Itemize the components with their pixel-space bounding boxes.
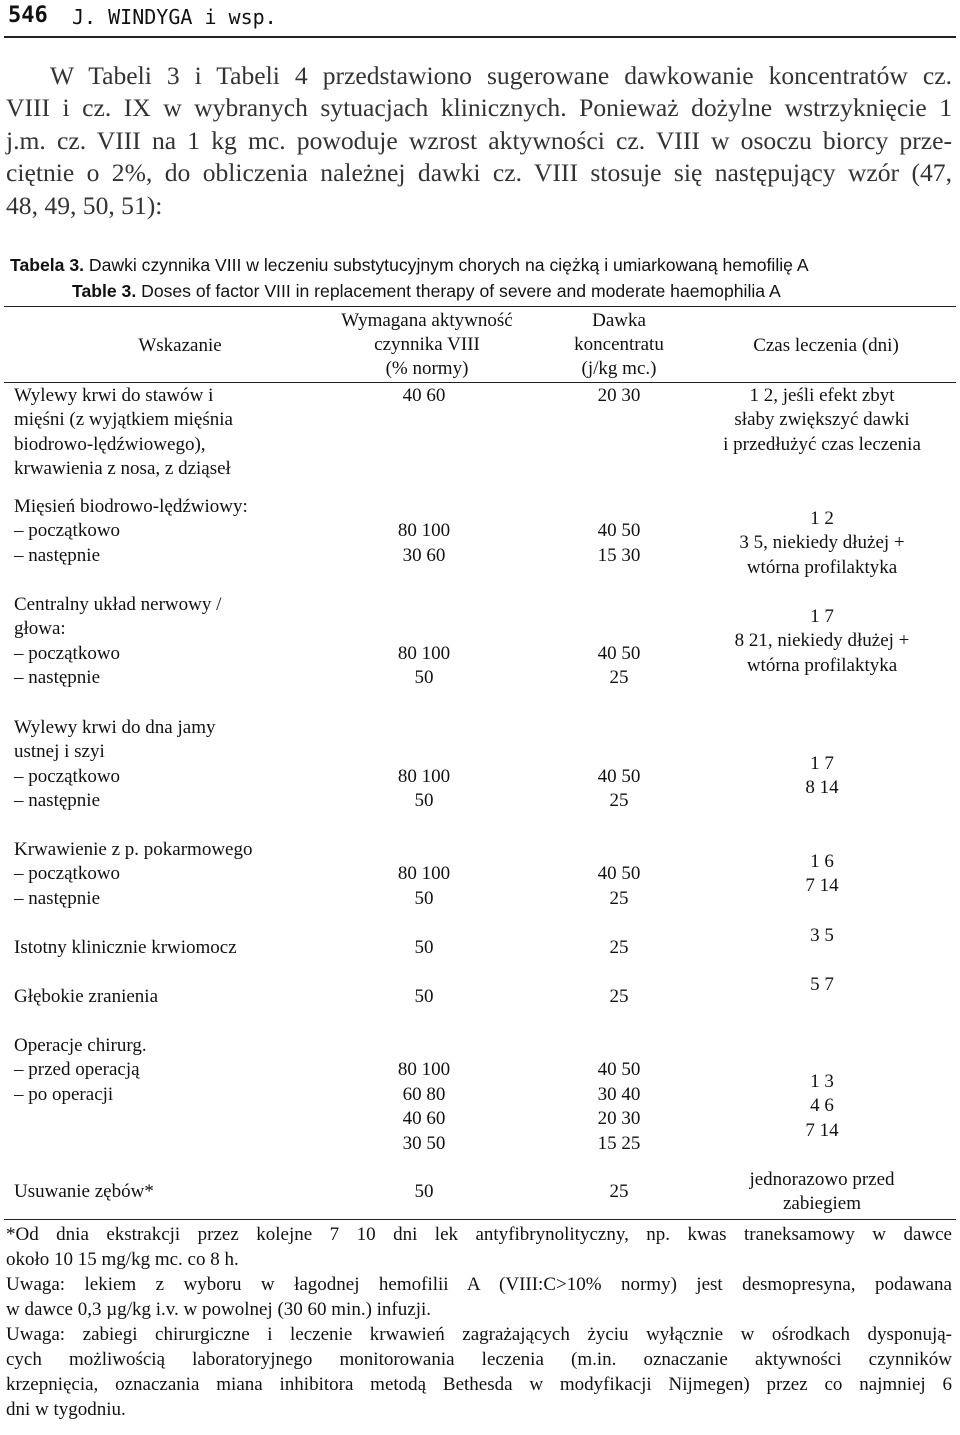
cell-line: 60 80	[402, 1083, 446, 1105]
cell-line: 8 14	[805, 777, 839, 799]
duration-cell	[692, 1168, 952, 1217]
header-text: czynnika VIII	[374, 334, 480, 355]
dose-cell	[529, 936, 709, 960]
cell-line: 3 5, niekiedy dłużej +	[739, 532, 905, 554]
cell-line: Głębokie zranienia	[14, 986, 159, 1007]
dose-cell	[529, 642, 709, 691]
cell-line: mięśni (z wyjątkiem mięśnia	[14, 409, 233, 431]
cell-line: 50	[414, 986, 434, 1007]
cell-line: 40 60	[402, 385, 446, 406]
duration-cell	[692, 1070, 952, 1143]
table-caption-pl	[10, 255, 809, 276]
dose-cell	[529, 862, 709, 911]
cell-line: Mięsień biodrowo-lędźwiowy:	[14, 496, 248, 517]
cell-line: 20 30	[597, 1108, 641, 1130]
indication-cell	[14, 985, 334, 1009]
cell-line: 7 14	[805, 875, 839, 897]
cell-line: 1 3	[810, 1071, 834, 1092]
cell-line: krwawienia z nosa, z dziąseł	[14, 458, 231, 480]
activity-cell	[334, 1058, 514, 1156]
indication-cell	[14, 1034, 334, 1107]
table-caption-en	[72, 281, 781, 302]
intro-line: W Tabeli 3 i Tabeli 4 przedstawiono sugerowane dawkowanie koncentratów cz.	[50, 61, 952, 90]
caption-text: Doses of factor VIII in replacement therapy of severe and moderate haemophilia A	[141, 281, 781, 301]
cell-line: – następnie	[14, 790, 101, 812]
cell-line: 40 60	[402, 1108, 446, 1130]
indication-cell	[14, 593, 334, 691]
cell-line: 5 7	[810, 974, 834, 995]
duration-cell	[692, 924, 952, 948]
header-text: Wskazanie	[138, 335, 222, 356]
cell-line: i przedłużyć czas leczenia	[723, 433, 921, 455]
note-surgery	[6, 1322, 952, 1422]
cell-line: 80 100	[397, 765, 451, 787]
intro-line: VIII i cz. IX w wybranych sytuacjach klinicznych. Ponieważ dożylne wstrzyknięcie 1	[6, 93, 952, 123]
caption-label: Table 3.	[72, 281, 137, 301]
cell-line: 80 100	[397, 1059, 451, 1081]
cell-line: ustnej i szyi	[14, 741, 105, 763]
activity-cell	[334, 1180, 514, 1204]
page-header	[4, 2, 956, 38]
cell-line: biodrowo-lędźwiowego),	[14, 433, 206, 455]
cell-line: 40 50	[597, 642, 641, 664]
cell-line: 3 5	[810, 925, 834, 946]
note-line: krzepnięcia, oznaczania miana inhibitora metodą Bethesda w modyfikacji Nijmegen) przez co najmniej 6	[6, 1374, 952, 1395]
cell-line: 1 7	[810, 606, 834, 627]
header-text: Dawka	[592, 310, 646, 331]
cell-line: 25	[609, 937, 629, 958]
cell-line: jednorazowo przed	[749, 1169, 895, 1190]
cell-line: 1 6	[810, 851, 834, 872]
cell-line: Operacje chirurg.	[14, 1035, 147, 1056]
indication-cell	[14, 1180, 334, 1204]
cell-line: 80 100	[397, 863, 451, 885]
indication-cell	[14, 495, 334, 568]
activity-cell	[334, 862, 514, 911]
cell-line: 25	[609, 790, 629, 812]
note-line: Uwaga: zabiegi chirurgiczne i leczenie krwawień zagrażających życiu wyłącznie w ośrodkach dysponują-	[6, 1324, 952, 1345]
cell-line: 80 100	[397, 520, 451, 542]
indication-cell	[14, 936, 334, 960]
cell-line: wtórna profilaktyka	[746, 654, 898, 676]
cell-line: 50	[414, 887, 434, 909]
cell-line: – po operacji	[14, 1083, 114, 1105]
duration-cell	[692, 605, 952, 678]
cell-line: 30 40	[597, 1083, 641, 1105]
cell-line: 50	[414, 937, 434, 958]
cell-line: Istotny klinicznie krwiomocz	[14, 937, 237, 958]
cell-line: 20 30	[597, 385, 641, 406]
header-text: Czas leczenia (dni)	[753, 335, 899, 356]
cell-line: 1 2	[810, 508, 834, 529]
cell-line: 1 7	[810, 753, 834, 774]
cell-line: słaby zwiększyć dawki	[734, 409, 910, 431]
duration-cell	[692, 752, 952, 801]
note-desmopressin	[6, 1272, 952, 1322]
cell-line: wtórna profilaktyka	[746, 556, 898, 578]
caption-text: Dawki czynnika VIII w leczeniu substytucyjnym chorych na ciężką i umiarkowaną hemofilię A	[88, 255, 809, 275]
cell-line: – początkowo	[14, 863, 121, 885]
cell-line: 40 50	[597, 765, 641, 787]
dose-cell	[529, 985, 709, 1009]
cell-line: Wylewy krwi do stawów i	[14, 385, 214, 406]
cell-line: 15 25	[597, 1132, 641, 1154]
cell-line: głowa:	[14, 618, 66, 640]
intro-paragraph	[6, 60, 952, 222]
cell-line: 15 30	[597, 544, 641, 566]
cell-line: 1 2, jeśli efekt zbyt	[749, 385, 895, 406]
cell-line: – początkowo	[14, 765, 121, 787]
cell-line: – przed operacją	[14, 1059, 140, 1081]
activity-cell	[334, 642, 514, 691]
cell-line: 40 50	[597, 1059, 641, 1081]
note-line: około 10 15 mg/kg mc. co 8 h.	[6, 1249, 239, 1270]
page-number: 546	[8, 3, 48, 28]
dosing-table	[4, 306, 956, 1220]
duration-cell	[692, 973, 952, 997]
cell-line: 30 50	[402, 1132, 446, 1154]
activity-cell	[334, 519, 514, 568]
cell-line: 25	[609, 986, 629, 1007]
dose-cell	[529, 519, 709, 568]
cell-line: 50	[414, 790, 434, 812]
cell-line: 8 21, niekiedy dłużej +	[734, 630, 910, 652]
indication-cell	[14, 384, 334, 482]
cell-line: Usuwanie zębów*	[14, 1181, 154, 1202]
header-duration	[716, 334, 936, 358]
cell-line: 40 50	[597, 520, 641, 542]
intro-line: j.m. cz. VIII na 1 kg mc. powoduje wzrost aktywności cz. VIII w osoczu biorcy prze-	[6, 125, 952, 155]
cell-line: 50	[414, 667, 434, 689]
cell-line: 80 100	[397, 642, 451, 664]
dose-cell	[529, 1180, 709, 1204]
header-text: Wymagana aktywność	[341, 310, 513, 331]
header-dose	[534, 309, 704, 381]
indication-cell	[14, 838, 334, 911]
note-line: Uwaga: lekiem z wyboru w łagodnej hemofilii A (VIII:C>10% normy) jest desmopresyna, podawana	[6, 1274, 952, 1295]
header-rule	[4, 382, 956, 383]
note-line: cych możliwością laboratoryjnego monitorowania leczenia (m.in. oznaczanie aktywności czynników	[6, 1349, 952, 1370]
intro-line: 48, 49, 50, 51):	[6, 190, 163, 220]
indication-cell	[14, 716, 334, 814]
duration-cell	[692, 850, 952, 899]
footnote	[6, 1222, 952, 1272]
cell-line: – następnie	[14, 887, 101, 909]
cell-line: – początkowo	[14, 642, 121, 664]
activity-cell	[334, 765, 514, 814]
note-line: *Od dnia ekstrakcji przez kolejne 7 10 dni lek antyfibrynolityczny, np. kwas traneksamowy w dawce	[6, 1224, 952, 1245]
caption-label: Tabela 3.	[10, 255, 84, 275]
running-title: J. WINDYGA i wsp.	[72, 5, 277, 29]
dose-cell	[529, 384, 709, 408]
dose-cell	[529, 1058, 709, 1156]
header-text: koncentratu	[574, 334, 664, 355]
header-text: (% normy)	[385, 358, 469, 379]
cell-line: 25	[609, 667, 629, 689]
cell-line: 30 60	[402, 544, 446, 566]
cell-line: – następnie	[14, 544, 101, 566]
intro-line: ciętnie o 2%, do obliczenia należnej dawki cz. VIII stosuje się następujący wzór (47,	[6, 158, 952, 188]
cell-line: 4 6	[810, 1095, 834, 1117]
note-line: w dawce 0,3 µg/kg i.v. w powolnej (30 60 min.) infuzji.	[6, 1299, 432, 1320]
cell-line: 25	[609, 887, 629, 909]
cell-line: Wylewy krwi do dna jamy	[14, 717, 216, 738]
dose-cell	[529, 765, 709, 814]
cell-line: Centralny układ nerwowy /	[14, 594, 222, 615]
activity-cell	[334, 936, 514, 960]
cell-line: Krwawienie z p. pokarmowego	[14, 839, 253, 860]
activity-cell	[334, 384, 514, 408]
note-line: dni w tygodniu.	[6, 1399, 126, 1420]
header-text: (j/kg mc.)	[581, 358, 657, 379]
cell-line: 50	[414, 1181, 434, 1202]
cell-line: 40 50	[597, 863, 641, 885]
header-indication	[80, 334, 280, 358]
header-activity	[322, 309, 532, 381]
activity-cell	[334, 985, 514, 1009]
table-notes	[6, 1222, 952, 1422]
cell-line: zabiegiem	[782, 1193, 862, 1215]
cell-line: – początkowo	[14, 520, 121, 542]
cell-line: 25	[609, 1181, 629, 1202]
duration-cell	[692, 384, 952, 457]
cell-line: – następnie	[14, 667, 101, 689]
cell-line: 7 14	[805, 1119, 839, 1141]
duration-cell	[692, 507, 952, 580]
